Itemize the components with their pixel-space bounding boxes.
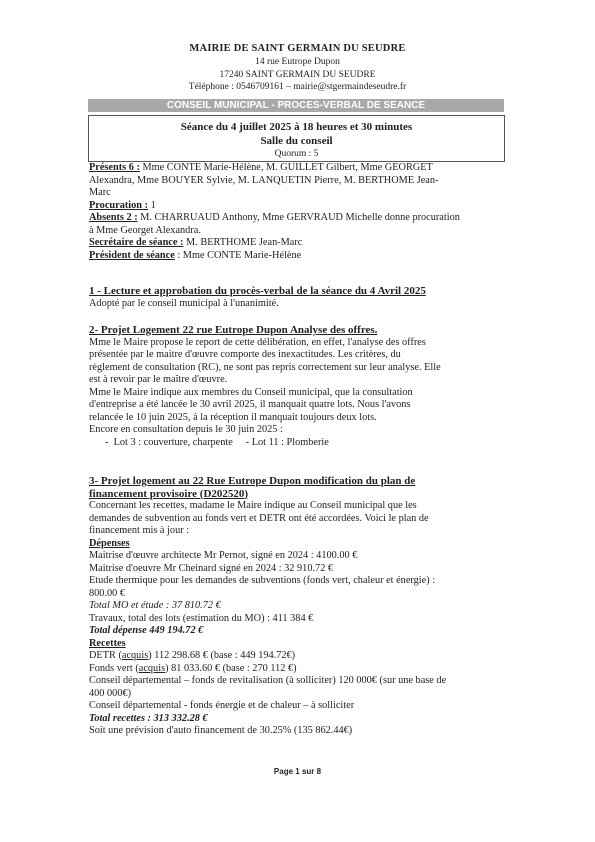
- presents-text-3: Marc: [89, 187, 111, 198]
- recette-item: Conseil départemental – fonds de revitalisation (à solliciter) 120 000€ (sur une base de: [89, 675, 447, 686]
- lot-item: Lot 3 : couverture, charpente: [113, 436, 233, 448]
- section-3-line: demandes de subvention au fonds vert et DETR ont été accordées. Voici le plan de: [89, 512, 429, 524]
- total-depense: Total dépense 449 194.72 €: [89, 625, 204, 636]
- absents-text: M. CHARRUAUD Anthony, Mme GERVRAUD Michelle donne procuration: [137, 212, 460, 223]
- session-room: Salle du conseil: [260, 135, 333, 147]
- section-1: [89, 285, 509, 310]
- depense-item: Etude thermique pour les demandes de subventions (fonds vert, chaleur et énergie) :: [89, 575, 436, 586]
- depenses-heading: Dépenses: [89, 537, 130, 549]
- section-3: [89, 475, 509, 738]
- section-2: [89, 324, 509, 449]
- section-2-line: présentée par le maitre d'œuvre comporte des inexactitudes. Les critères, du: [89, 349, 401, 360]
- attendance-block: [89, 162, 509, 262]
- presents-text-2: Alexandra, Mme BOUYER Sylvie, M. LANQUETIN Pierre, M. BERTHOME Jean-: [89, 174, 439, 186]
- acquis-label: acquis: [121, 650, 149, 661]
- section-3-line: Concernant les recettes, madame le Maire indique au Conseil municipal que les: [89, 500, 417, 511]
- section-2-line: Encore en consultation depuis le 30 juin 2025 :: [89, 424, 283, 435]
- recette-text: ) 112 298.68 € (base : 449 194.72€): [148, 650, 296, 661]
- president-label: Président de séance: [89, 249, 175, 261]
- travaux-item: Travaux, total des lots (estimation du MO) : 411 384 €: [89, 612, 314, 624]
- section-1-title: 1 - Lecture et approbation du procès-verbal de la séance du 4 Avril 2025: [89, 285, 426, 297]
- mairie-contact: Téléphone : 0546709161 – mairie@stgermaindeseudre.fr: [188, 82, 407, 92]
- section-2-title: 2- Projet Logement 22 rue Eutrope Dupon Analyse des offres.: [89, 324, 378, 336]
- title-banner: CONSEIL MUNICIPAL - PROCES-VERBAL DE SEANCE: [88, 99, 504, 112]
- autofinancement: Soit une prévision d'auto financement de 30.25% (135 862.44€): [89, 725, 353, 736]
- session-quorum: Quorum : 5: [274, 149, 319, 159]
- absents-text-2: à Mme Georget Alexandra.: [89, 224, 201, 236]
- procuration-label: Procuration :: [89, 199, 149, 211]
- absents-label: Absents 2 :: [89, 212, 138, 223]
- lot-list: [89, 437, 509, 450]
- recette-item: 400 000€): [89, 687, 132, 699]
- presents-text: Mme CONTE Marie-Hélène, M. GUILLET Gilbert, Mme GEORGET: [139, 162, 433, 173]
- page-number: Page 1 sur 8: [273, 767, 322, 776]
- recette-item: Conseil départemental - fonds énergie et de chaleur – à solliciter: [89, 700, 355, 711]
- section-2-line: relancée le 10 juin 2025, à la réception il manquait toujours deux lots.: [89, 411, 377, 423]
- mairie-title: MAIRIE DE SAINT GERMAIN DU SEUDRE: [189, 43, 406, 54]
- procuration-value: 1: [148, 199, 156, 211]
- section-2-line: Mme le Maire indique aux membres du Conseil municipal, que la consultation: [89, 386, 413, 398]
- mairie-address: 14 rue Eutrope Dupon: [255, 57, 340, 67]
- section-2-line: Mme le Maire propose le report de cette délibération, en effet, l'analyse des offres: [89, 336, 426, 348]
- list-bullet: -: [245, 436, 250, 448]
- mairie-city: 17240 SAINT GERMAIN DU SEUDRE: [219, 70, 376, 80]
- recette-text: ) 81 033.60 € (base : 270 112 €): [165, 662, 297, 674]
- acquis-label: acquis: [138, 662, 166, 674]
- recette-text: Fonds vert (: [89, 662, 139, 674]
- recette-item: [89, 663, 509, 676]
- section-3-title-2: financement provisoire (D202520): [89, 487, 249, 500]
- section-2-line: règlement de consultation (RC), ne sont pas repris correctement sur leur analyse. Elle: [89, 361, 441, 373]
- recette-item: [89, 650, 509, 663]
- section-3-title: 3- Projet logement au 22 Rue Eutrope Dupon modification du plan de: [89, 475, 416, 487]
- depense-item: 800.00 €: [89, 587, 126, 599]
- section-2-line: est à revoir par le maître d'œuvre.: [89, 374, 228, 385]
- lot-item: Lot 11 : Plomberie: [251, 436, 329, 448]
- section-1-text: Adopté par le conseil municipal à l'unanimité.: [89, 297, 279, 309]
- list-bullet: -: [105, 436, 109, 448]
- recette-text: DETR (: [89, 650, 122, 661]
- depense-item: Maitrise d'oeuvre Mr Cheinard signé en 2024 : 32 910.72 €: [89, 562, 334, 574]
- total-recettes: Total recettes : 313 332.28 €: [89, 712, 208, 724]
- president-value: : Mme CONTE Marie-Hélène: [174, 249, 302, 261]
- session-box: [88, 115, 505, 162]
- session-date: Séance du 4 juillet 2025 à 18 heures et 30 minutes: [180, 121, 413, 133]
- presents-label: Présents 6 :: [89, 162, 140, 173]
- secretaire-label: Secrétaire de séance :: [89, 237, 184, 248]
- depense-item: Maitrise d'œuvre architecte Mr Pernot, signé en 2024 : 4100.00 €: [89, 550, 358, 561]
- section-3-line: financement mis à jour :: [89, 525, 190, 536]
- section-2-line: d'entreprise a été lancée le 30 avril 2025, il manquait quatre lots. Nous l'avons: [89, 399, 411, 410]
- total-mo: Total MO et étude : 37 810.72 €: [89, 600, 221, 611]
- secretaire-value: M. BERTHOME Jean-Marc: [183, 237, 303, 248]
- recettes-heading: Recettes: [89, 637, 126, 649]
